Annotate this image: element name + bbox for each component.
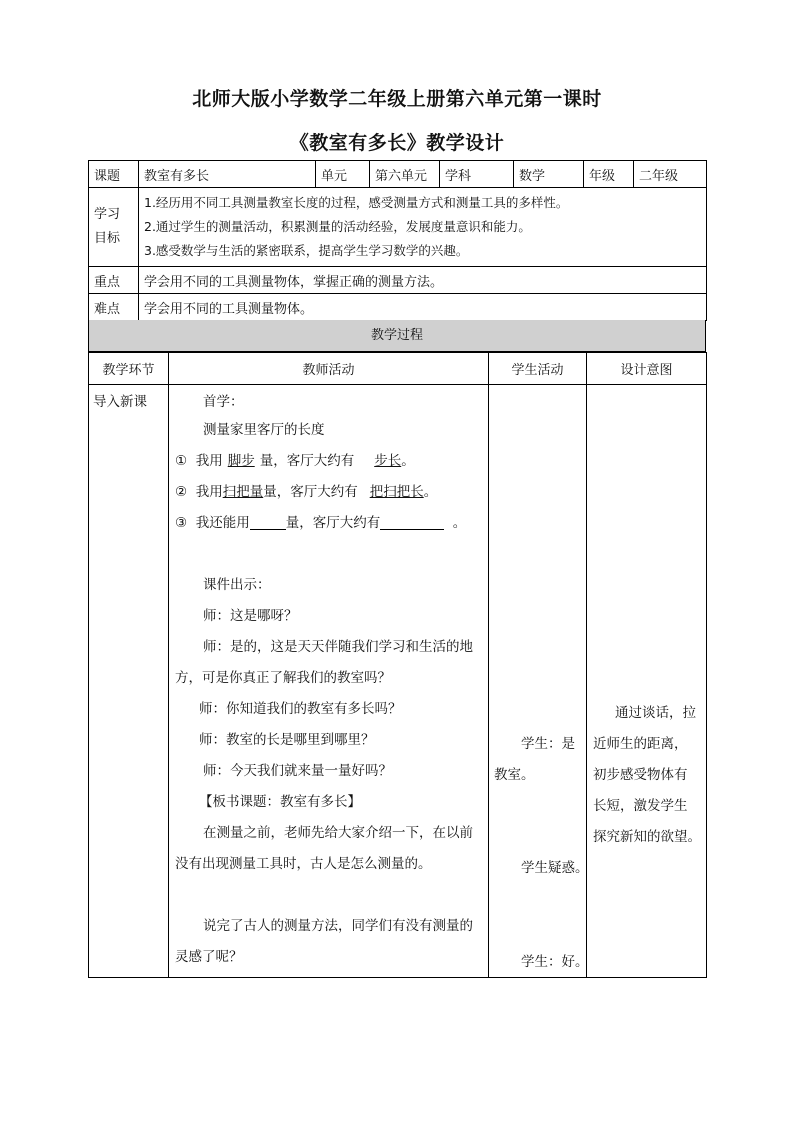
unit-value: 第六单元 <box>370 161 440 188</box>
teacher-line: 说完了古人的测量方法，同学们有没有测量的 <box>203 918 473 934</box>
item-number: ① <box>175 453 188 469</box>
design-line: 初步感受物体有 <box>593 767 688 783</box>
spacer <box>175 880 482 911</box>
grade-value: 二年级 <box>634 161 707 188</box>
answer-blank <box>250 513 286 530</box>
filled-answer: 步长 <box>374 453 402 469</box>
item-number: ③ <box>175 515 188 531</box>
column-header-teacher: 教师活动 <box>169 353 489 385</box>
design-line: 探究新知的欲望。 <box>593 829 701 845</box>
key-point-label: 重点 <box>89 267 139 294</box>
design-intent-cell <box>587 385 707 978</box>
goal-item: 3.感受数学与生活的紧密联系，提高学生学习数学的兴趣。 <box>144 243 469 258</box>
design-line: 长短，激发学生 <box>593 798 688 814</box>
document-subtitle: 《教室有多长》教学设计 <box>289 132 505 154</box>
teacher-line: 师：你知道我们的教室有多长吗？ <box>199 701 402 717</box>
filled-answer: 扫把量 <box>222 484 264 500</box>
grade-label: 年级 <box>584 161 634 188</box>
teacher-line: 首学： <box>203 394 244 410</box>
difficulty-label: 难点 <box>89 294 139 321</box>
goals-label-line-1: 学习 <box>94 207 121 222</box>
measure-item-1: ① 我用 脚步 量，客厅大约有 步长。 <box>175 453 415 469</box>
teacher-line: 方，可是你真正了解我们的教室吗？ <box>175 670 391 686</box>
lesson-info-table <box>88 160 707 321</box>
design-line: 通过谈话，拉 <box>615 705 696 721</box>
teacher-line: 没有出现测量工具时，古人是怎么测量的。 <box>175 856 432 872</box>
teacher-line: 灵感了呢？ <box>175 949 243 965</box>
topic-value: 教室有多长 <box>139 161 316 188</box>
design-line: 近师生的距离， <box>593 736 688 752</box>
goals-label-line-2: 目标 <box>94 231 121 246</box>
teacher-line: 师：这是哪呀？ <box>203 608 298 624</box>
subject-label: 学科 <box>440 161 514 188</box>
column-header-design: 设计意图 <box>587 353 707 385</box>
answer-blank <box>380 513 444 530</box>
teacher-line: 课件出示： <box>203 577 271 593</box>
unit-label: 单元 <box>316 161 370 188</box>
teacher-line: 师：今天我们就来量一量好吗？ <box>203 763 392 779</box>
column-header-stage: 教学环节 <box>89 353 169 385</box>
measure-item-3: ③ 我还能用 量，客厅大约有 。 <box>175 515 467 531</box>
process-table <box>88 352 707 978</box>
document-title: 北师大版小学数学二年级上册第六单元第一课时 <box>192 88 602 110</box>
filled-answer: 脚步 <box>227 453 255 469</box>
key-point-value: 学会用不同的工具测量物体，掌握正确的测量方法。 <box>139 267 707 294</box>
stage-cell <box>89 385 169 978</box>
teacher-line: 测量家里客厅的长度 <box>203 422 325 438</box>
measure-item-2: ② 我用扫把量量，客厅大约有 把扫把长。 <box>175 484 438 500</box>
board-title-note: 【板书课题：教室有多长】 <box>199 794 361 810</box>
process-header: 教学过程 <box>88 320 706 352</box>
teacher-line: 在测量之前，老师先给大家介绍一下，在以前 <box>203 825 473 841</box>
item-number: ② <box>175 484 188 500</box>
subject-value: 数学 <box>514 161 584 188</box>
student-line: 学生疑惑。 <box>521 860 589 876</box>
teacher-line: 师：教室的长是哪里到哪里？ <box>199 732 375 748</box>
teacher-line: 师：是的，这是天天伴随我们学习和生活的地 <box>203 639 473 655</box>
goal-item: 1.经历用不同工具测量教室长度的过程，感受测量方式和测量工具的多样性。 <box>144 195 569 210</box>
goal-item: 2.通过学生的测量活动，积累测量的活动经验，发展度量意识和能力。 <box>144 219 531 234</box>
student-line: 学生：是 <box>521 736 575 752</box>
difficulty-value: 学会用不同的工具测量物体。 <box>139 294 707 321</box>
goals-label <box>89 188 139 267</box>
filled-answer: 把扫把长 <box>369 484 424 500</box>
stage-name: 导入新课 <box>93 394 147 410</box>
student-line: 教室。 <box>494 767 535 783</box>
student-line: 学生：好。 <box>521 954 589 970</box>
student-activity-cell <box>489 385 587 978</box>
spacer <box>175 539 482 570</box>
teacher-activity-cell <box>169 385 489 978</box>
column-header-student: 学生活动 <box>489 353 587 385</box>
topic-label: 课题 <box>89 161 139 188</box>
goals-content <box>139 188 707 267</box>
